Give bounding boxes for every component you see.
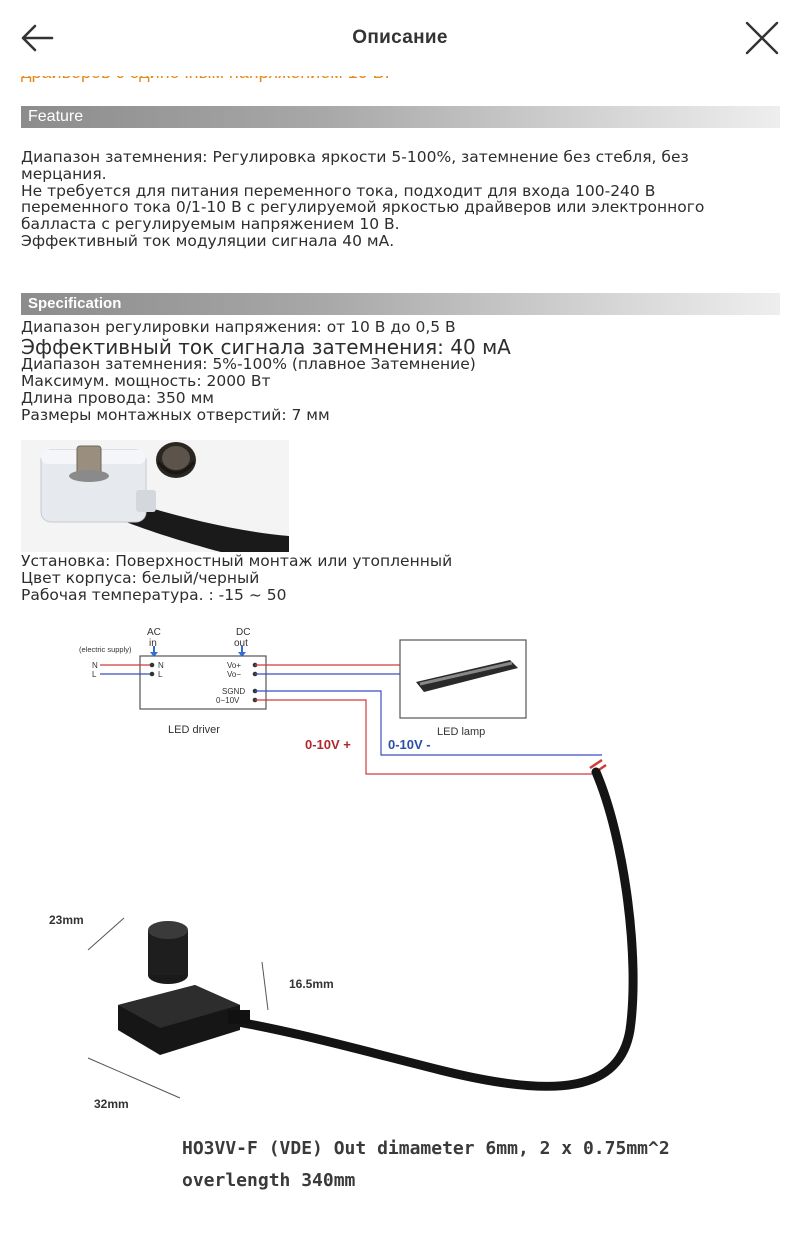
close-icon [742, 18, 782, 58]
n-input-label: N [92, 661, 98, 670]
feature-line: Не требуется для питания переменного тока, подходит для входа 100-240 В [21, 181, 656, 200]
n-term-label: N [158, 661, 164, 670]
spec-hole-size: Размеры монтажных отверстий: 7 мм [21, 406, 330, 424]
out-label: out [234, 638, 248, 649]
vo-minus-label: Vo− [227, 670, 242, 679]
wiring-diagram [0, 612, 800, 1224]
cable-spec-line2: overlength 340mm [182, 1170, 356, 1191]
signal-minus-label: 0-10V - [388, 737, 431, 752]
specification-heading: Specification [21, 293, 780, 315]
spec-work-temp: Рабочая температура. : -15 ~ 50 [21, 586, 287, 604]
electric-supply-label: (electric supply) [79, 645, 132, 654]
in-label: in [149, 638, 157, 649]
feature-text [21, 149, 761, 250]
l-input-label: L [92, 670, 97, 679]
dim-16-line [262, 962, 268, 1010]
dc-label: DC [236, 627, 251, 638]
feature-line: балласта с регулируемым напряжением 10 В. [21, 215, 400, 234]
spec-voltage: Диапазон регулировки напряжения: от 10 В до 0,5 В [21, 318, 456, 336]
product-photo [21, 440, 289, 552]
feature-line: переменного тока 0/1-10 В с регулируемой яркостью драйверов или электронного [21, 198, 705, 217]
cable-spec-line1: HO3VV-F (VDE) Out dimameter 6mm, 2 x 0.75mm^2 [182, 1138, 670, 1159]
dim-16-label: 16.5mm [289, 977, 334, 991]
spec-signal-current: Эффективный ток сигнала затемнения: 40 мА [21, 335, 511, 359]
dim-23-label: 23mm [49, 913, 84, 927]
sgnd-label: SGND [222, 687, 246, 696]
spec-wire-length: Длина провода: 350 мм [21, 389, 214, 407]
vo-plus-label: Vo+ [227, 661, 242, 670]
dim-32-line [88, 1058, 180, 1098]
led-driver-label: LED driver [168, 724, 220, 736]
page-title: Описание [352, 27, 448, 48]
dim-23-line [88, 918, 124, 950]
dim-32-label: 32mm [94, 1097, 129, 1111]
led-lamp-label: LED lamp [437, 726, 486, 738]
dimmer-cable [215, 760, 633, 1086]
spec-max-power: Максимум. мощность: 2000 Вт [21, 372, 271, 390]
spec-installation: Установка: Поверхностный монтаж или утопленный [21, 552, 453, 570]
feature-line: Эффективный ток модуляции сигнала 40 мА. [21, 231, 395, 250]
dimmer-body [118, 921, 250, 1055]
feature-heading: Feature [21, 106, 780, 128]
close-button[interactable] [742, 18, 782, 58]
zero-ten-label: 0−10V [216, 696, 240, 705]
feature-line: Диапазон затемнения: Регулировка яркости 5-100%, затемнение без стебля, без [21, 148, 689, 166]
spec-body-color: Цвет корпуса: белый/черный [21, 569, 260, 587]
top-bar [0, 0, 800, 76]
spec-dimming-range: Диапазон затемнения: 5%-100% (плавное Затемнение) [21, 355, 476, 373]
signal-plus-label: 0-10V + [305, 737, 351, 752]
feature-line: мерцания. [21, 164, 107, 183]
ac-label: AC [147, 627, 161, 638]
n-terminal [150, 663, 155, 668]
l-term-label: L [158, 670, 163, 679]
l-terminal [150, 672, 155, 677]
